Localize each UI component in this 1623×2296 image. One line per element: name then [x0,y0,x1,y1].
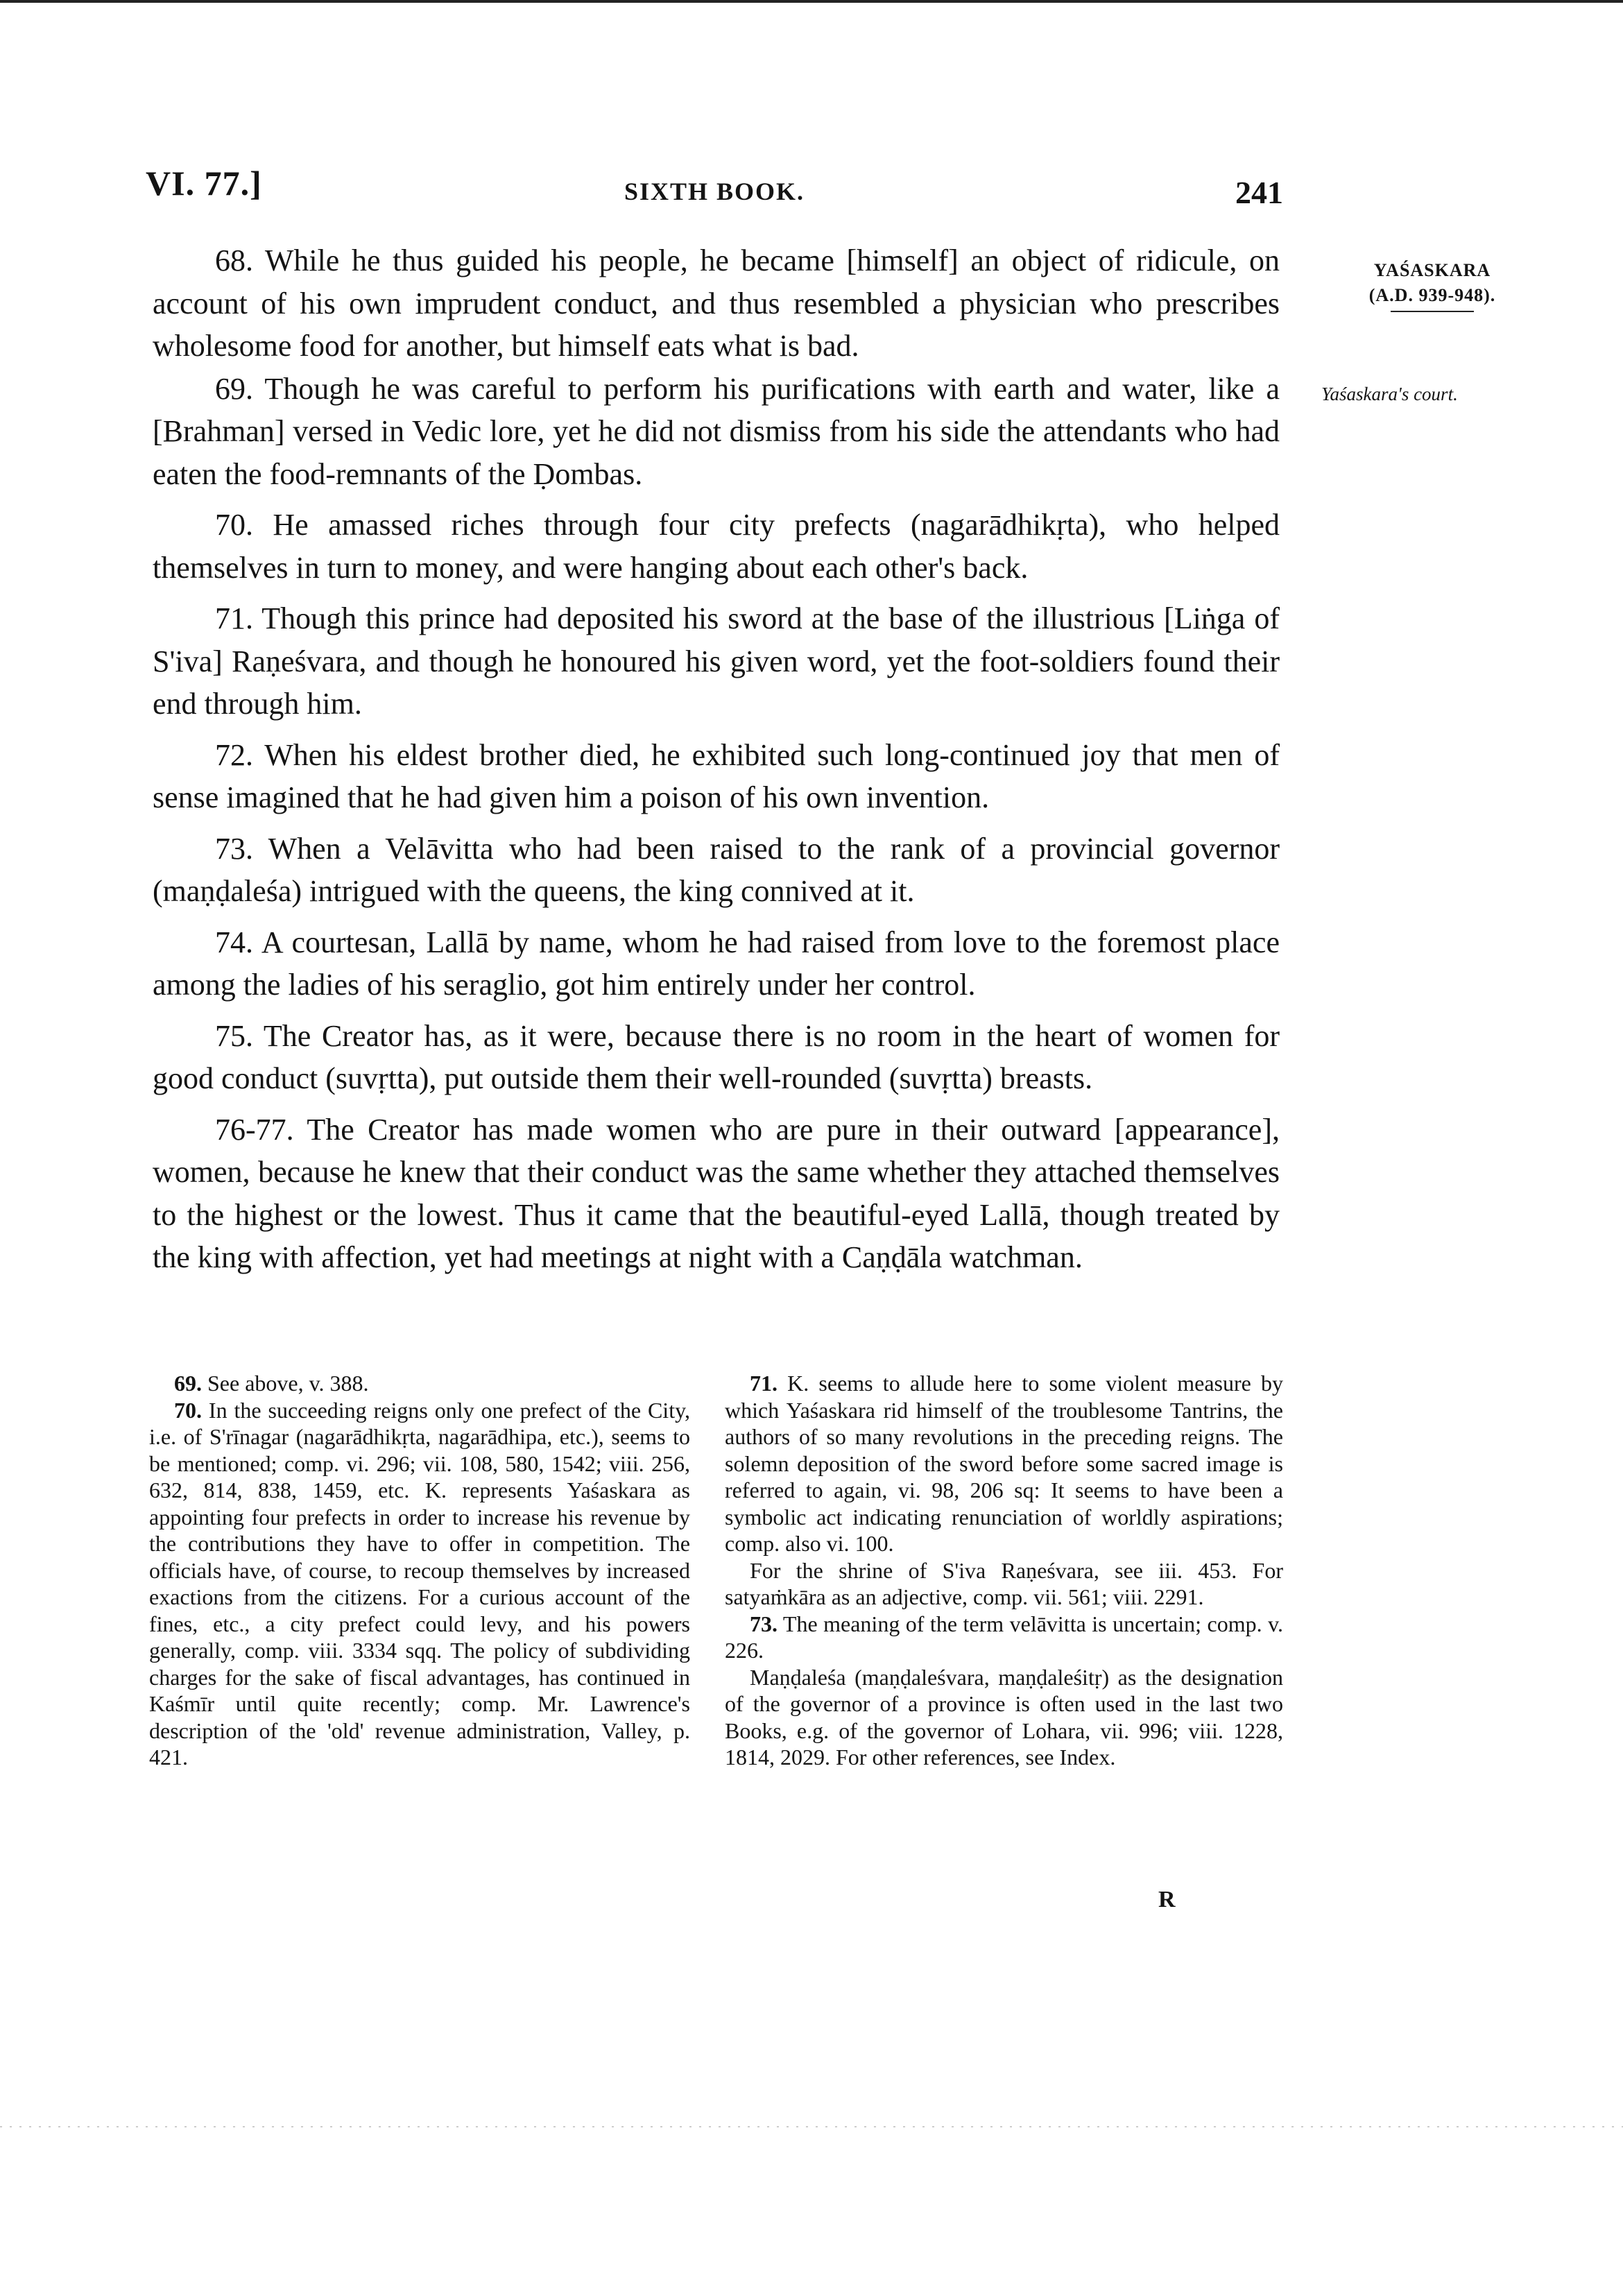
margin-note-dates: (A.D. 939-948). [1368,285,1496,305]
margin-note-title: YAŚASKARA [1373,260,1491,280]
section-ref: VI. 77.] [146,164,262,203]
scan-artifact-dots [0,2126,1623,2127]
footnotes-right-column [725,1370,1283,1771]
page-number: 241 [1235,175,1283,210]
footnote: 71. K. seems to allude here to some violent measure by which Yaśaskara rid himself of the troublesome Tantrins, the authors of so many revolutions in the preceding reigns. The solemn deposition of the sword before some sacred image is referred to again, vi. 98, 206 sq: It seems to have been a symbolic act indicating renunciation of worldly aspirations; comp. also vi. 100. [725,1371,1283,1556]
footnote: 69. See above, v. 388. [174,1371,369,1396]
verse-paragraph: 73. When a Velāvitta who had been raised to the rank of a provincial governor (maṇḍaleśa) intrigued with the queens, the king connived at it. [153,831,1280,908]
verse-paragraph: 72. When his eldest brother died, he exhibited such long-continued joy that men of sense imagined that he had given him a poison of his own invention. [153,737,1280,814]
margin-note-rule [1391,311,1474,312]
verse-paragraph: 71. Though this prince had deposited his sword at the base of the illustrious [Liṅga of S'iva] Raṇeśvara, and though he honoured his given word, yet the foot-soldiers found their end through him. [153,601,1280,721]
footnote: For the shrine of S'iva Raṇeśvara, see iii. 453. For satyaṁkāra as an adjective, comp. vii. 561; viii. 2291. [725,1557,1283,1609]
top-border [0,0,1623,3]
footnotes-left-column [149,1370,690,1771]
page-header [146,163,1283,212]
verse-paragraph: 76-77. The Creator has made women who are pure in their outward [appearance], women, because he knew that their conduct was the same whether they attached themselves to the highest or the lowest. Thus it came that the beautiful-eyed Lallā, though treated by the king with affection, yet had meetings at night with a Caṇḍāla watchman. [153,1112,1280,1274]
footnote: Maṇḍaleśa (maṇḍaleśvara, maṇḍaleśitṛ) as the designation of the governor of a province is often used in the last two Books, e.g. of the governor of Lohara, vii. 996; viii. 1228, 1814, 2029. For other references, see Index. [725,1664,1283,1770]
verse-paragraph: 69. Though he was careful to perform his purifications with earth and water, like a [Brahman] versed in Vedic lore, yet he did not dismiss from his side the attendants who had eaten the food-remnants of the Ḍombas. [153,371,1280,491]
running-title: SIXTH BOOK. [624,178,805,205]
verse-paragraph: 70. He amassed riches through four city prefects (nagarādhikṛta), who helped themselves in turn to money, and were hanging about each other's back. [153,508,1280,585]
footnote: 70. In the succeeding reigns only one prefect of the City, i.e. of S'rīnagar (nagarādhikṛta, nagarādhipa, etc.), seems to be mentioned; comp. vi. 296; vii. 108, 580, 1542; viii. 256, 632, 814, 838, 1459, etc. K. represents Yaśaskara as appointing four prefects in order to increase his revenue by the contributions they have to offer in competition. The officials have, of course, to recoup themselves by increased exactions from the citizens. For a curious account of the fines, etc., a city prefect could levy, and his powers generally, comp. viii. 3334 sqq. The policy of subdividing charges for the sake of fiscal advantages, has continued in Kaśmīr until quite recently; comp. Mr. Lawrence's description of the 'old' revenue administration, Valley, p. 421. [149,1397,690,1770]
verse-paragraph: 75. The Creator has, as it were, because there is no room in the heart of women for good conduct (suvṛtta), put outside them their well-rounded (suvṛtta) breasts. [153,1018,1280,1095]
margin-note-reign [1328,258,1536,312]
main-text [153,239,1280,1279]
signature-mark: R [1158,1887,1176,1912]
footnote: 73. The meaning of the term velāvitta is uncertain; comp. v. 226. [725,1611,1283,1663]
verse-paragraph: 68. While he thus guided his people, he became [himself] an object of ridicule, on account of his own imprudent conduct, and thus resembled a physician who prescribes wholesome food for another, but himself eats what is bad. [153,243,1280,363]
verse-paragraph: 74. A courtesan, Lallā by name, whom he had raised from love to the foremost place among the ladies of his seraglio, got him entirely under her control. [153,925,1280,1002]
margin-note-court: Yaśaskara's court. [1321,384,1458,404]
